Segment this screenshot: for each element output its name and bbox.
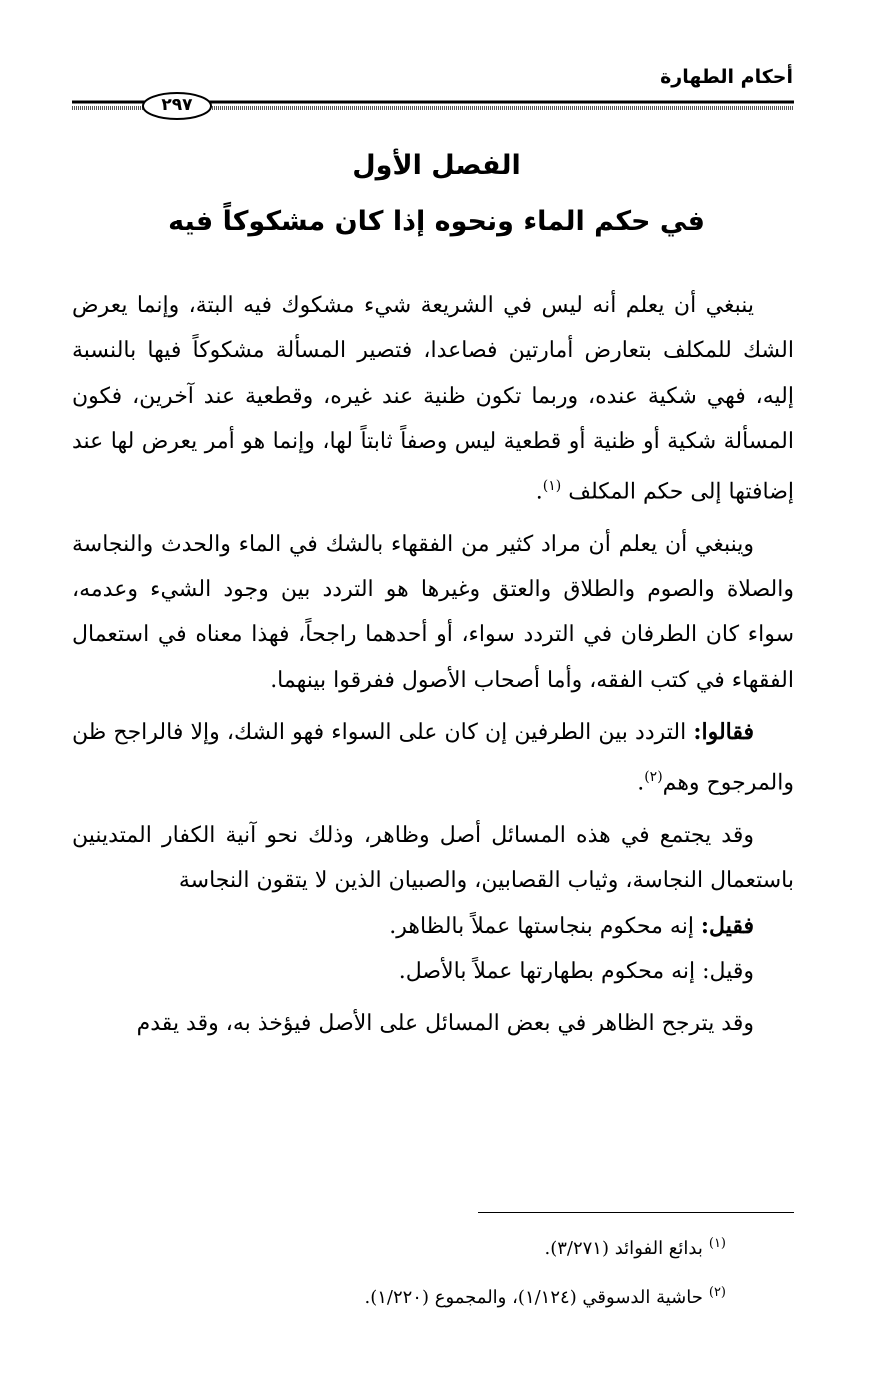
paragraph-3-text: التردد بين الطرفين إن كان على السواء فهو الشك، وإلا فالراجح ظن والمرجوح وهم: [72, 720, 794, 796]
paragraph-1-end: .: [535, 479, 543, 505]
footnote-1-mark: (١): [708, 1236, 726, 1251]
paragraph-3-lead: فقالوا:: [693, 719, 754, 745]
body-text: [72, 283, 794, 1046]
footnote-divider: [478, 1212, 794, 1213]
paragraph-5-text: إنه محكوم بنجاستها عملاً بالظاهر.: [389, 913, 701, 939]
footnote-ref-1: (١): [542, 478, 562, 495]
footnote-1: [72, 1222, 794, 1271]
page-number: ٢٩٧: [161, 95, 193, 115]
chapter-subtitle: في حكم الماء ونحوه إذا كان مشكوكاً فيه: [168, 206, 705, 237]
footnote-2-text: حاشية الدسوقي (١/١٢٤)، والمجموع (١/٢٢٠).: [364, 1287, 703, 1308]
running-header: أحكام الطهارة: [660, 66, 793, 88]
footnote-1-text: بدائع الفوائد (٣/٢٧١).: [544, 1238, 703, 1259]
paragraph-4: وقد يجتمع في هذه المسائل أصل وظاهر، وذلك نحو آنية الكفار المتدينين باستعمال النجاسة، وثياب القصابين، والصبيان الذين لا يتقون النجاسة: [72, 822, 794, 894]
paragraph-5-lead: فقيل:: [700, 912, 754, 939]
footnotes: [72, 1222, 794, 1320]
paragraph-5: [72, 904, 794, 949]
footnote-2-mark: (٢): [708, 1285, 726, 1300]
footnote-2: [72, 1271, 794, 1320]
paragraph-6: وقيل: إنه محكوم بطهارتها عملاً بالأصل.: [398, 958, 754, 984]
paragraph-1-text: ينبغي أن يعلم أنه ليس في الشريعة شيء مشكوك فيه البتة، وإنما يعرض الشك للمكلف بتعارض أمارتين فصاعدا، فتصير المسألة مشكوكاً فيها بالنسبة إليه، فهي شكية عنده، وربما تكون ظنية عند غيره، وقطعية عند آخرين، فكون المسألة شكية أو ظنية أو قطعية ليس وصفاً ثابتاً لها، وإنما هو أمر يعرض لها عند إضافتها إلى حكم المكلف: [72, 293, 794, 505]
paragraph-7: وقد يترجح الظاهر في بعض المسائل على الأصل فيؤخذ به، وقد يقدم: [136, 1011, 754, 1037]
paragraph-2: وينبغي أن يعلم أن مراد كثير من الفقهاء بالشك في الماء والحدث والنجاسة والصلاة والصوم والطلاق والعتق وغيرها هو التردد بين وجود الشيء وعدمه، سواء كان الطرفان في التردد سواء، أو أحدهما راجحاً، فهذا معناه في استعمال الفقهاء في كتب الفقه، وأما أصحاب الأصول ففرقوا بينهما.: [72, 531, 794, 693]
paragraph-3: [72, 710, 794, 806]
paragraph-1: [72, 283, 794, 515]
footnote-ref-2: (٢): [644, 769, 663, 786]
paragraph-3-end: .: [637, 770, 645, 796]
chapter-title: الفصل الأول: [352, 150, 521, 181]
